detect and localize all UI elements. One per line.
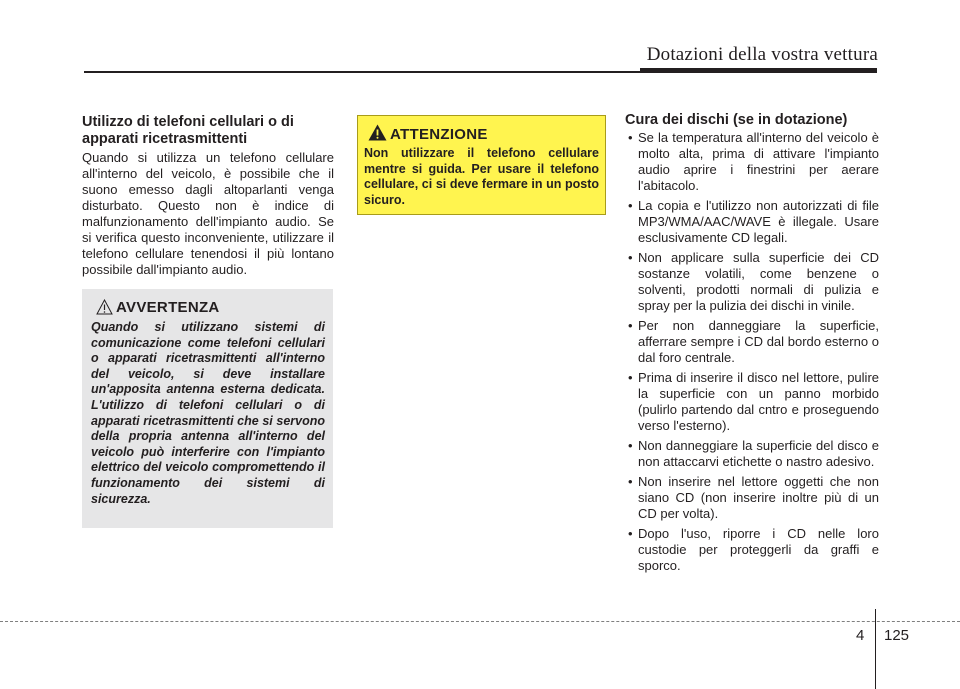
- bullet-icon: •: [628, 318, 633, 333]
- list-item: [625, 370, 879, 434]
- bullet-icon: •: [628, 370, 633, 385]
- footer-divider: [875, 609, 876, 689]
- bullet-icon: •: [628, 474, 633, 489]
- list-item-text: Per non danneggiare la superficie, afferrare sempre i CD dal bordo esterno o dal foro centrale.: [638, 318, 879, 365]
- warning-text: Quando si utilizzano sistemi di comunicazione come telefoni cellulari o apparati ricetrasmittenti all'interno del veicolo, si deve installare un'apposita antenna esterna dedicata. L'utilizzo di telefoni cellulari o di apparati ricetrasmittenti che si servono della propria antenna all'interno del veicolo può interferire con l'impianto elettrico del veicolo compromettendo il funzionamento dei sistemi di sicurezza.: [91, 320, 325, 506]
- bullet-icon: •: [628, 130, 633, 145]
- list-item: [625, 438, 879, 470]
- warning-box: [82, 289, 333, 528]
- bullet-icon: •: [628, 526, 633, 541]
- caution-title: ATTENZIONE: [390, 126, 488, 143]
- section-body-phones: Quando si utilizza un telefono cellulare all'interno del veicolo, è possibile che il suono emesso dagli altoparlanti venga disturbato. Questo non è indice di malfunzionamento dell'impianto audio. Se si verifica questo inconveniente, utilizzare il telefono cellulare tenendosi il più lontano possibile dall'impianto audio.: [82, 150, 334, 277]
- list-item-text: Dopo l'uso, riporre i CD nelle loro custodie per proteggerli da graffi e sporco.: [638, 526, 879, 573]
- page-number: 125: [884, 627, 910, 644]
- list-item-text: La copia e l'utilizzo non autorizzati di file MP3/WMA/AAC/WAVE è illegale. Usare esclusivamente CD legali.: [638, 198, 879, 245]
- list-item: [625, 526, 879, 574]
- list-item: [625, 198, 879, 246]
- section-heading-disc-care: Cura dei dischi (se in dotazione): [625, 112, 848, 128]
- caution-box: [357, 115, 606, 215]
- list-item: [625, 474, 879, 522]
- caution-text: Non utilizzare il telefono cellulare mentre si guida. Per usare il telefono cellulare, ci si deve fermare in un posto sicuro.: [364, 146, 599, 207]
- bullet-icon: •: [628, 438, 633, 453]
- list-item: [625, 250, 879, 314]
- bullet-icon: •: [628, 198, 633, 213]
- warning-title: AVVERTENZA: [116, 299, 220, 316]
- header-rule-accent: [640, 68, 877, 73]
- list-item: [625, 318, 879, 366]
- disc-care-list: [625, 130, 879, 578]
- footer-rule: [0, 621, 960, 622]
- list-item-text: Prima di inserire il disco nel lettore, pulire la superficie con un panno morbido (pulirlo partendo dal cntro e proseguendo verso l'esterno).: [638, 370, 879, 433]
- warning-triangle-outline-icon: [96, 299, 113, 315]
- warning-triangle-filled-icon: [368, 124, 387, 141]
- list-item-text: Non applicare sulla superficie dei CD sostanze volatili, come benzene o solventi, prodotti normali di pulizia e spray per la pulizia dei dischi in vinile.: [638, 250, 879, 313]
- list-item-text: Non inserire nel lettore oggetti che non siano CD (non inserire inoltre più di un CD per volta).: [638, 474, 879, 521]
- header-title: Dotazioni della vostra vettura: [646, 44, 878, 65]
- chapter-number: 4: [856, 627, 865, 644]
- list-item-text: Se la temperatura all'interno del veicolo è molto alta, prima di attivare l'impianto audio aprire i finestrini per aerare l'abitacolo.: [638, 130, 879, 193]
- list-item-text: Non danneggiare la superficie del disco e non attaccarvi etichette o nastro adesivo.: [638, 438, 879, 469]
- list-item: [625, 130, 879, 194]
- section-heading-phones: Utilizzo di telefoni cellulari o di apparati ricetrasmittenti: [82, 114, 294, 147]
- bullet-icon: •: [628, 250, 633, 265]
